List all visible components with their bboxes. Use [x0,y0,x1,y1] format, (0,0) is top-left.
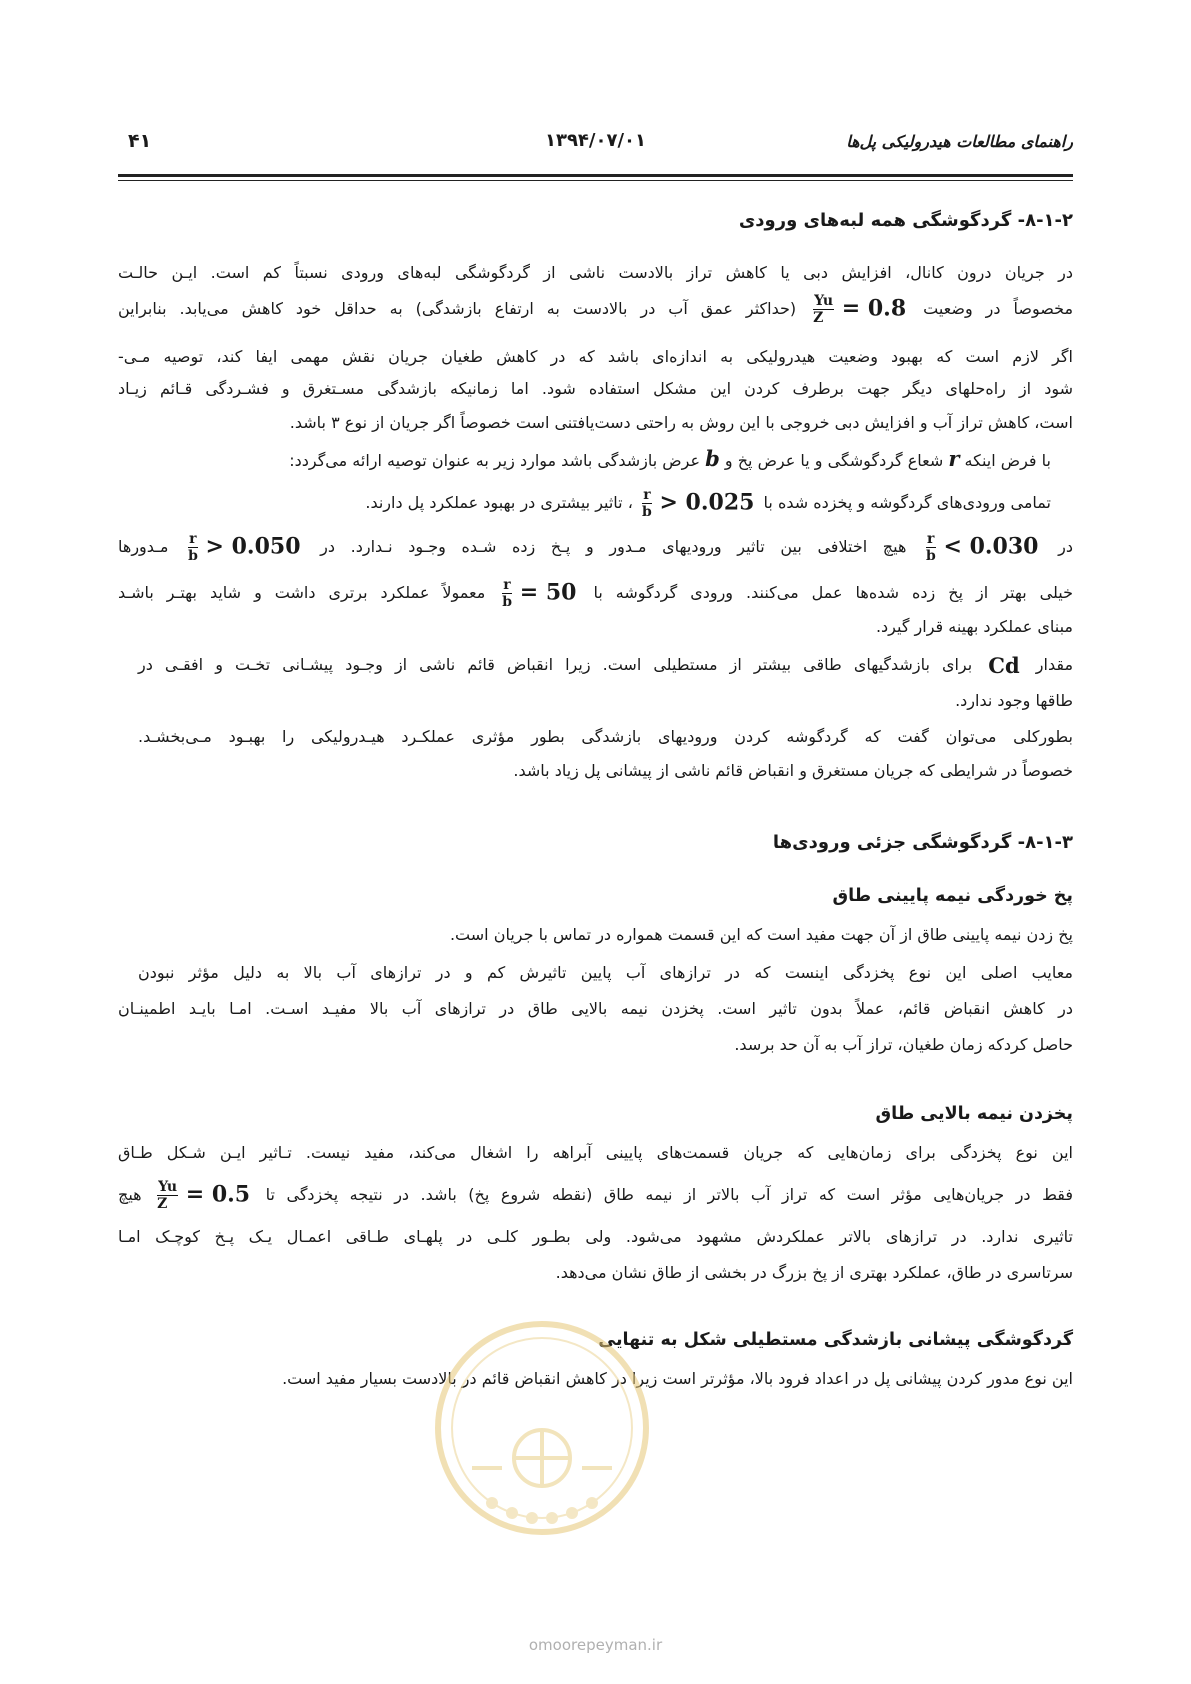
s1-line2: معایب اصلی این نوع پخزدگی اینست که در ترازهای آب پایین تاثیرش کم و در ترازهای آب بالا به دلیل مؤثر نبودن [138,963,1073,982]
symbol-b: b [705,446,720,471]
s2-line2-end: هیچ [118,1185,142,1204]
p4-part-c: مـدورها [118,537,169,556]
p1-line2-start: مخصوصاً در وضعیت [923,299,1074,318]
frac-denominator: b [502,594,513,610]
page-header [118,128,1073,168]
p1-line4: شود از راه‌حلهای دیگر جهت برطرف کردن این مشکل استفاده شود. اما زمانیکه بازشدگی مسـتغرق و فشـردگی قـائم زیـاد [118,379,1073,398]
p3-part-b: ، تاثیر بیشتری در بهبود عملکرد پل دارند. [365,493,633,512]
formula-rhs: = 0.5 [185,1181,251,1208]
p2-part-b: شعاع گردگوشگی و یا عرض پخ و [724,451,944,470]
p1-line3: اگر لازم است که بهبود وضعیت هیدرولیکی به اندازه‌ای باشد که در کاهش طغیان جریان نقش مهمی ایفا کند، توصیه مـی- [118,347,1073,366]
p6-line1: بطورکلی می‌توان گفت که گردگوشه کردن ورودیهای بازشدگی بطور مؤثری عملکـرد هیـدرولیکی را بهبـود مـی‌بخشـد. [138,727,1073,746]
p5-line2: طاقها وجود ندارد. [955,691,1073,710]
p4-line2-start: خیلی بهتر از پخ زده شده‌ها عمل می‌کنند. ورودی گردگوشه با [593,583,1073,602]
s1-line4: حاصل کردکه زمان طغیان، تراز آب به آن حد برسد. [734,1035,1073,1054]
symbol-r: r [948,446,960,471]
p1-line2-end: (حداکثر عمق آب در بالادست به ارتفاع بازشدگی) به حداقل خود کاهش می‌یابد. بنابراین [118,299,797,318]
frac-denominator: Z [157,1196,168,1212]
book-title: راهنمای مطالعات هیدرولیکی پل‌ها [846,132,1073,151]
p1-line2 [118,294,1073,325]
frac-numerator: Yu [814,293,834,309]
p4-part-a: در [1058,537,1073,556]
p2-part-a: با فرض اینکه [964,451,1051,470]
formula-rhs: = 50 [519,579,577,606]
formula-r-b-eq-50 [502,578,576,609]
p4-line2-end: معمولاً عملکرد برتری داشت و شاید بهتـر باشـد [118,583,486,602]
frac-numerator: Yu [158,1179,178,1195]
frac-denominator: b [641,504,652,520]
s2-line2-start: فقط در جریان‌هایی مؤثر است که تراز آب بالاتر از نیمه طاق (نقطه شروع پخ) باشد. در نتیجه پخزدگی تا [265,1185,1073,1204]
page-number: ۴۱ [128,130,152,152]
p3-line [365,488,1051,519]
formula-rhs: < 0.030 [943,533,1039,560]
formula-r-b-lt-0-030 [926,532,1038,563]
section-heading-8-1-2: ۸-۱-۲- گردگوشگی همه لبه‌های ورودی [738,210,1073,231]
section-heading-8-1-3: ۸-۱-۳- گردگوشگی جزئی ورودی‌ها [772,832,1073,853]
frac-numerator: r [189,531,197,547]
p5-part-b: برای بازشدگیهای طاقی بیشتر از مستطیلی است. زیرا انقباض قائم ناشی از وجـود پیشـانی تخـت و افقـی در [138,655,973,674]
p3-part-a: تمامی ورودی‌های گردگوشه و پخزده شده با [763,493,1051,512]
s2-line4: سرتاسری در طاق، عملکرد بهتری از پخ بزرگ در بخشی از طاق نشان می‌دهد. [555,1263,1073,1282]
s2-line1: این نوع پخزدگی برای زمان‌هایی که جریان قسمت‌های پایینی آبراهه را اشغال می‌کند، مفید نیست. تـاثیر ایـن شـکل طـاق [118,1143,1073,1162]
watermark-site: omoorepeyman.ir [528,1636,663,1654]
p4-line2 [118,578,1073,609]
p4-line3: مبنای عملکرد بهینه قرار گیرد. [875,617,1073,636]
frac-denominator: b [926,548,936,564]
frac-numerator: r [643,487,651,503]
p5-part-a: مقدار [1035,655,1074,674]
s2-line2 [118,1180,1073,1211]
symbol-cd: Cd [988,652,1020,678]
p6-line2: خصوصاً در شرایطی که جریان مستغرق و انقباض قائم ناشی از پیشانی پل زیاد باشد. [513,761,1073,780]
subheading-rectangular-face-rounding: گردگوشگی پیشانی بازشدگی مستطیلی شکل به تنهایی [598,1330,1073,1350]
formula-r-b-gt-0-050 [188,532,300,563]
header-rule-thin [118,180,1073,181]
header-rule-thick [118,174,1073,177]
watermark-seal-icon [432,1318,652,1538]
p2-line [289,448,1051,472]
formula-rhs: > 0.050 [205,533,301,560]
frac-numerator: r [927,531,935,547]
frac-denominator: Z [813,310,824,326]
header-date: ۱۳۹۴/۰۷/۰۱ [544,130,647,151]
s1-line1: پخ زدن نیمه پایینی طاق از آن جهت مفید است که این قسمت همواره در تماس با جریان است. [449,925,1073,944]
subheading-lower-half-chamfer: پخ خوردگی نیمه پایینی طاق [832,886,1073,906]
formula-yu-z-eq-0-5 [157,1180,250,1211]
s1-line3: در کاهش انقباض قائم، عملاً بدون تاثیر است. پخزدن نیمه بالایی طاق در ترازهای آب بالا مفیـد اسـت. امـا بایـد اطمینـان [118,999,1073,1018]
frac-denominator: b [188,548,198,564]
p1-line5: است، کاهش تراز آب و افزایش دبی خروجی با این روش به راحتی دست‌یافتنی است خصوصاً اگر جریان از نوع ۳ باشد. [289,413,1073,432]
p2-part-c: عرض بازشدگی باشد موارد زیر به عنوان توصیه ارائه می‌گردد: [289,451,701,470]
p1-line1: در جریان درون کانال، افزایش دبی یا کاهش تراز بالادست ناشی از گردگوشگی لبه‌های ورودی نسبتاً کم است. ایـن حالـت [118,263,1073,282]
frac-numerator: r [503,577,511,593]
formula-r-b-gt-0-025 [642,488,754,519]
s3-line1: این نوع مدور کردن پیشانی پل در اعداد فرود بالا، مؤثرتر است زیرا در کاهش انقباض قائم در بالادست بسیار مفید است. [282,1369,1073,1388]
subheading-upper-half-chamfer: پخزدن نیمه بالایی طاق [875,1104,1073,1124]
formula-rhs: > 0.025 [659,489,755,516]
formula-rhs: = 0.8 [841,295,907,322]
p4-line1 [118,532,1073,563]
p5-line1 [138,654,1073,677]
p4-part-b: هیچ اختلافی بین تاثیر ورودیهای مـدور و پـخ زده شـده وجـود نـدارد. در [320,537,907,556]
s2-line3: تاثیری ندارد. در ترازهای بالاتر عملکردش مشهود می‌شود. ولی بطـور کلـی در پلهـای طـاقی اعمـال یـک پـخ کوچـک امـا [118,1227,1073,1246]
formula-yu-z-eq-0-8 [813,294,906,325]
